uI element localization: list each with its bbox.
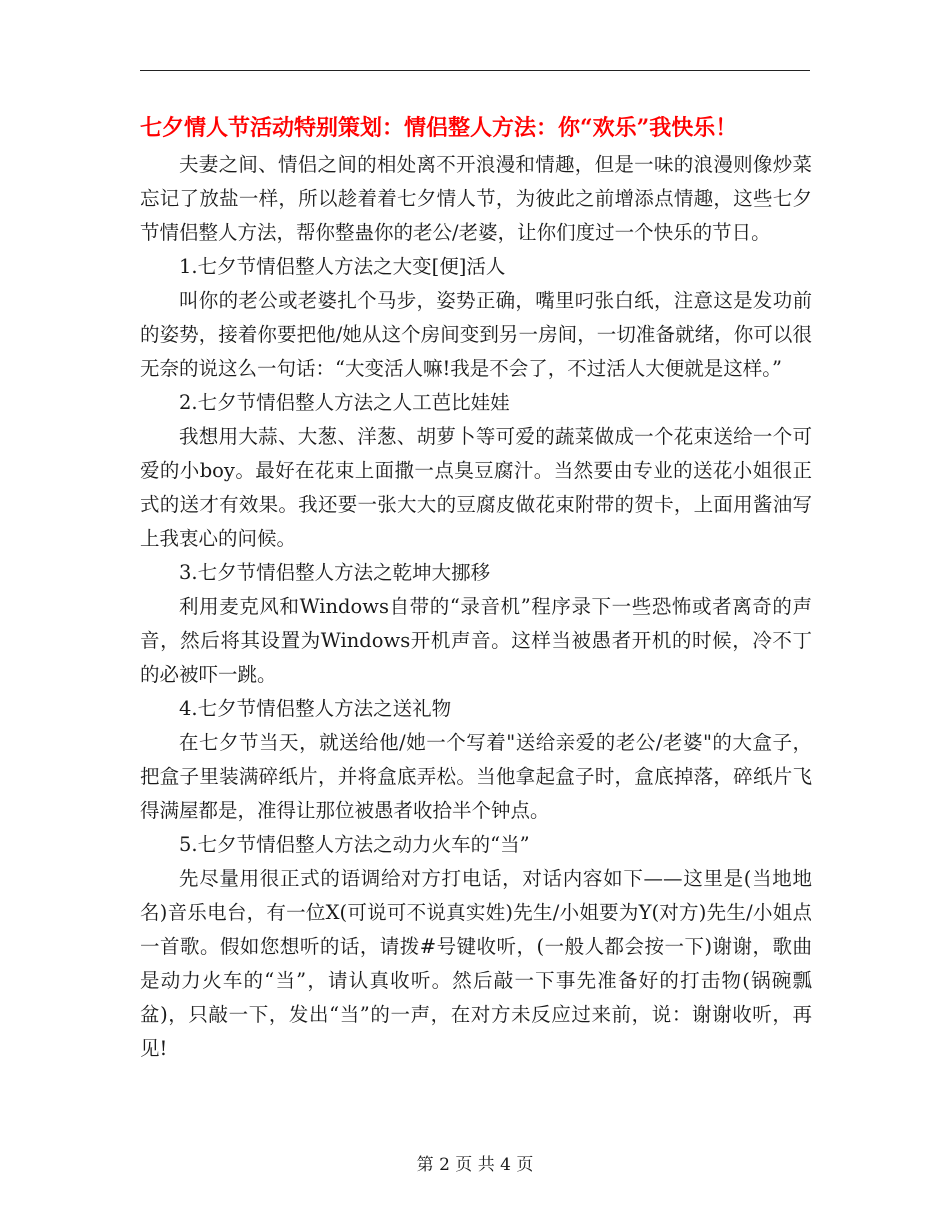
section-body-2: 我想用大蒜、大葱、洋葱、胡萝卜等可爱的蔬菜做成一个花束送给一个可爱的小boy。最好在花束上面撒一点臭豆腐汁。当然要由专业的送花小姐很正式的送才有效果。我还要一张大大的豆腐皮做花束附带的贺卡，上面用酱油写上我衷心的问候。 [140, 425, 812, 550]
section-body-1: 叫你的老公或老婆扎个马步，姿势正确，嘴里叼张白纸，注意这是发功前的姿势，接着你要把他/她从这个房间变到另一房间，一切准备就绪，你可以很无奈的说这么一句话：“大变活人嘛!我是不会了，不过活人大便就是这样。” [140, 289, 812, 380]
section-heading-3: 3.七夕节情侣整人方法之乾坤大挪移 [179, 561, 491, 584]
section-heading-2: 2.七夕节情侣整人方法之人工芭比娃娃 [179, 391, 510, 414]
section-heading-4: 4.七夕节情侣整人方法之送礼物 [179, 697, 452, 720]
section-body-5: 先尽量用很正式的语调给对方打电话，对话内容如下——这里是(当地地名)音乐电台，有一位X(可说可不说真实姓)先生/小姐要为Y(对方)先生/小姐点一首歌。假如您想听的话，请拨#号键收听，(一般人都会按一下)谢谢，歌曲是动力火车的“当”，请认真收听。然后敲一下事先准备好的打击物(锅碗瓢盆)，只敲一下，发出“当”的一声，在对方未反应过来前，说：谢谢收听，再见! [140, 867, 812, 1060]
article-body [140, 148, 812, 1066]
article-title: 七夕情人节活动特别策划：情侣整人方法：你“欢乐”我快乐！ [140, 115, 738, 141]
page-number-footer: 第 2 页 共 4 页 [416, 1155, 534, 1175]
intro-paragraph: 夫妻之间、情侣之间的相处离不开浪漫和情趣，但是一味的浪漫则像炒菜忘记了放盐一样，所以趁着着七夕情人节，为彼此之前增添点情趣，这些七夕节情侣整人方法，帮你整蛊你的老公/老婆，让你们度过一个快乐的节日。 [140, 153, 812, 244]
section-body-3: 利用麦克风和Windows自带的“录音机”程序录下一些恐怖或者离奇的声音，然后将其设置为Windows开机声音。这样当被愚者开机的时候，冷不丁的必被吓一跳。 [140, 595, 812, 686]
header-rule [140, 70, 810, 71]
section-body-4: 在七夕节当天，就送给他/她一个写着"送给亲爱的老公/老婆"的大盒子，把盒子里装满碎纸片，并将盒底弄松。当他拿起盒子时，盒底掉落，碎纸片飞得满屋都是，准得让那位被愚者收拾半个钟点。 [140, 731, 812, 822]
section-heading-1: 1.七夕节情侣整人方法之大变[便]活人 [179, 255, 506, 278]
section-heading-5: 5.七夕节情侣整人方法之动力火车的“当” [179, 833, 530, 856]
